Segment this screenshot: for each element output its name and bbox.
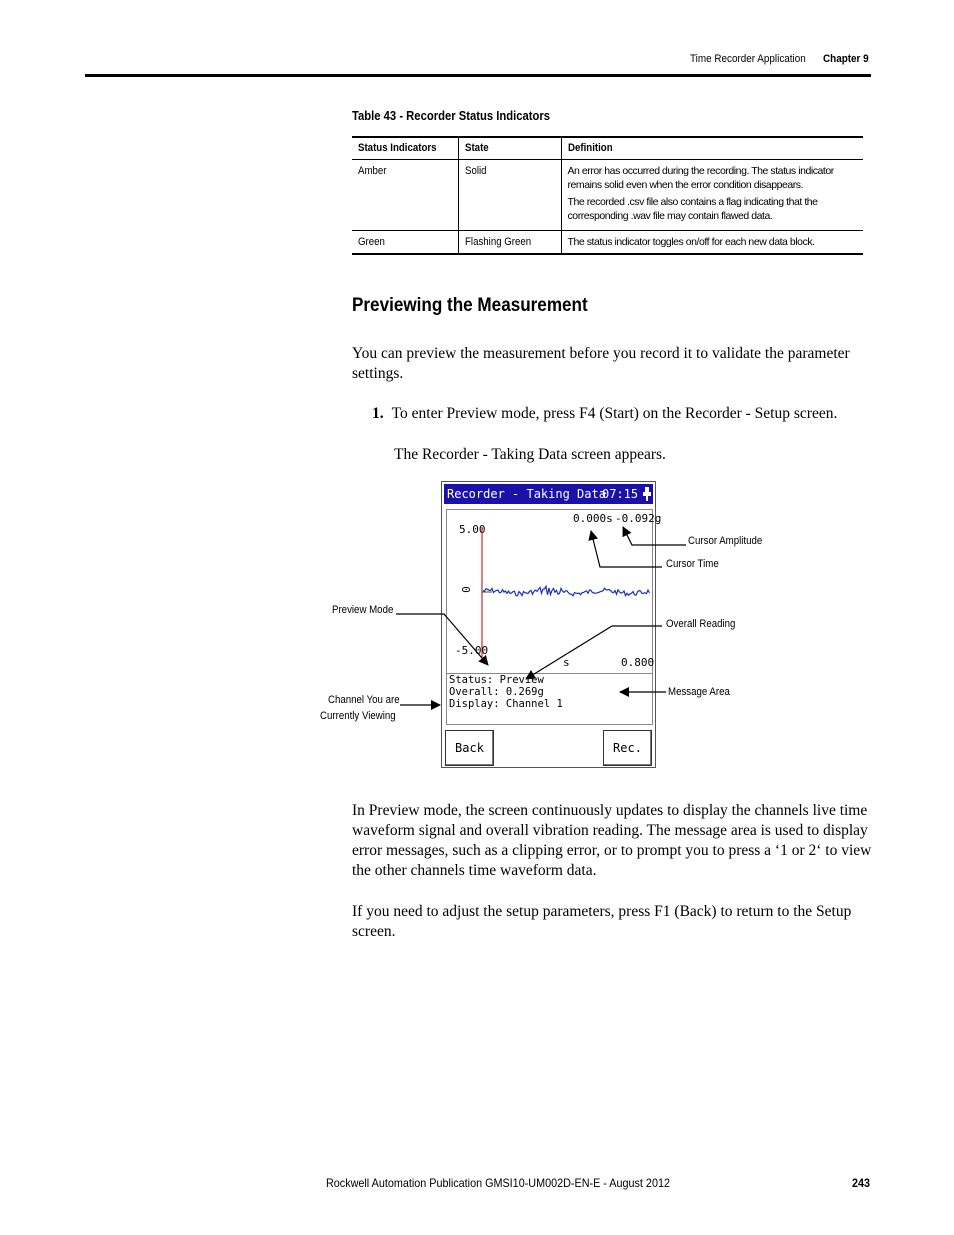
step-number: 1. bbox=[372, 405, 384, 422]
preview-paragraph: In Preview mode, the screen continuously updates to display the channels live time waveform signal and overall vibration reading. The message area is used to display error messages, such as a clipping error, or to prompt you to press a ‘1 or 2‘ to view the other channels time waveform data. bbox=[352, 802, 872, 879]
step-text: To enter Preview mode, press F4 (Start) on the Recorder - Setup screen. bbox=[391, 405, 838, 422]
callout-message-area: Message Area bbox=[668, 686, 730, 698]
section-title: Previewing the Measurement bbox=[352, 295, 588, 316]
column-header: State bbox=[458, 137, 561, 160]
definition-text: The recorded .csv file also contains a flag indicating that the corresponding .wav file may contain flawed data. bbox=[567, 196, 818, 222]
clock: 07:15 bbox=[602, 487, 639, 501]
display-channel: Display: Channel 1 bbox=[449, 698, 563, 710]
callout-preview-mode: Preview Mode bbox=[332, 604, 394, 616]
arrow-overall-reading bbox=[526, 626, 662, 679]
x-max-label: 0.800 bbox=[621, 656, 655, 669]
arrow-cursor-amplitude bbox=[623, 527, 686, 545]
table-cell: Solid bbox=[458, 160, 561, 231]
y-min-label: -5.00 bbox=[455, 644, 489, 657]
page-number: 243 bbox=[852, 1176, 871, 1190]
footer-publication: Rockwell Automation Publication GMSI10-UM002D-EN-E - August 2012 bbox=[326, 1176, 670, 1190]
overall-reading: Overall: 0.269g bbox=[449, 686, 544, 698]
step-result: The Recorder - Taking Data screen appears. bbox=[394, 446, 666, 463]
back-paragraph: If you need to adjust the setup parameters, press F1 (Back) to return to the Setup screen. bbox=[352, 903, 852, 940]
callout-cursor-amplitude: Cursor Amplitude bbox=[688, 535, 763, 547]
table-cell: Amber bbox=[352, 160, 458, 231]
callout-channel-line1: Channel You are bbox=[328, 694, 400, 706]
callout-overall-reading: Overall Reading bbox=[666, 618, 736, 630]
table-cell: Flashing Green bbox=[458, 231, 561, 255]
column-header: Definition bbox=[561, 137, 863, 160]
back-button[interactable]: Back bbox=[445, 730, 494, 766]
running-header-chapter: Chapter 9 bbox=[823, 53, 869, 65]
column-header: Status Indicators bbox=[352, 137, 458, 160]
rec-button[interactable]: Rec. bbox=[603, 730, 652, 766]
screen-title: Recorder - Taking Data bbox=[447, 487, 606, 501]
x-unit-label: s bbox=[563, 656, 570, 669]
y-zero-label: 0 bbox=[458, 586, 472, 593]
intro-paragraph: You can preview the measurement before you record it to validate the parameter settings. bbox=[352, 345, 850, 382]
callout-cursor-time: Cursor Time bbox=[666, 558, 719, 570]
table-cell: Green bbox=[352, 231, 458, 255]
status-line: Status: Preview bbox=[449, 674, 544, 686]
arrow-preview-mode bbox=[396, 614, 488, 665]
table-caption: Table 43 - Recorder Status Indicators bbox=[352, 109, 550, 123]
definition-text: An error has occurred during the recording. The status indicator remains solid even when the error condition disappears. bbox=[567, 165, 834, 191]
y-max-label: 5.00 bbox=[459, 523, 486, 536]
running-header-section: Time Recorder Application bbox=[690, 53, 806, 65]
table-cell: The status indicator toggles on/off for each new data block. bbox=[561, 231, 863, 255]
arrow-cursor-time bbox=[591, 531, 662, 567]
callout-channel-line2: Currently Viewing bbox=[320, 710, 396, 722]
cursor-time-readout: 0.000s bbox=[573, 512, 613, 525]
cursor-amplitude-readout: -0.092g bbox=[615, 512, 662, 525]
